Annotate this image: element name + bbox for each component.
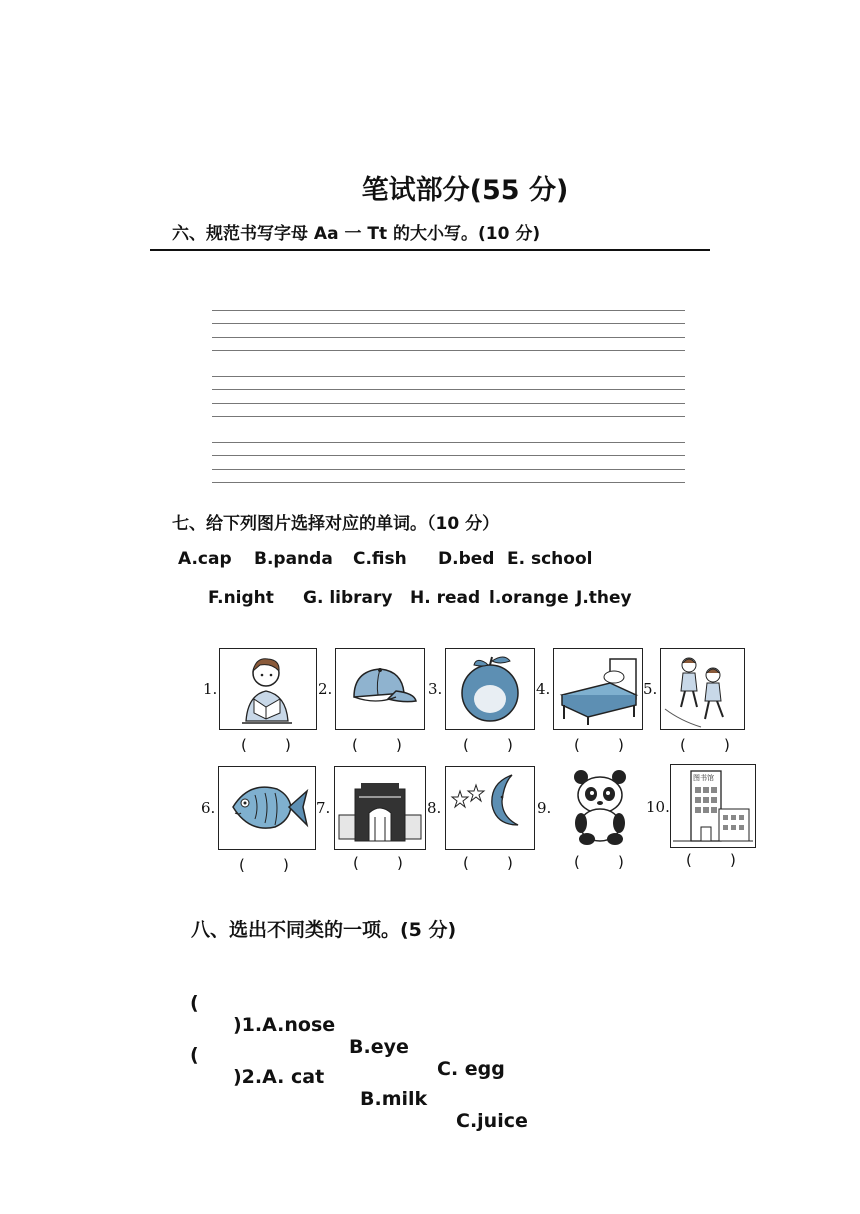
answer-paren[interactable]: ( [190,992,199,1014]
item-number: 2. [318,680,333,698]
item-number: 4. [536,680,551,698]
picture-box-7 [334,766,426,850]
picture-box-5 [660,648,745,730]
option-library: G. library [303,588,393,608]
answer-blank-3[interactable]: ( ) [463,736,513,754]
picture-box-9 [554,766,646,848]
library-building-icon [671,765,755,847]
item-number: 1. [203,680,218,698]
option-b: B.eye [349,1036,409,1058]
item-number: 3. [428,680,443,698]
two-boys-icon [661,649,744,729]
picture-box-8 [445,766,535,850]
answer-blank-10[interactable]: ( ) [686,851,736,869]
panda-icon [555,767,645,847]
option-orange: l.orange [489,588,569,608]
section-divider [150,249,710,251]
picture-box-2 [335,648,425,730]
option-night: F.night [208,588,274,608]
picture-box-4 [553,648,643,730]
item-number: 8. [427,799,442,817]
boy-reading-icon [220,649,316,729]
section-6-heading: 六、规范书写字母 Aa 一 Tt 的大小写。(10 分) [172,224,541,244]
option-a: )1.A.nose [233,1014,336,1036]
item-number: 9. [537,799,552,817]
item-number: 6. [201,799,216,817]
school-gate-icon [335,767,425,849]
option-read: H. read [410,588,481,608]
answer-blank-9[interactable]: ( ) [574,853,624,871]
answer-paren[interactable]: ( [190,1044,199,1066]
picture-box-3 [445,648,535,730]
option-school: E. school [507,549,593,569]
page-title: 笔试部分(55 分) [361,175,569,206]
option-fish: C.fish [353,549,407,569]
answer-blank-4[interactable]: ( ) [574,736,624,754]
answer-blank-5[interactable]: ( ) [680,736,730,754]
option-cap: A.cap [178,549,232,569]
option-b: B.milk [360,1088,428,1110]
picture-box-10 [670,764,756,848]
library-sign: 图书馆 [693,774,714,782]
item-number: 10. [646,798,670,816]
section-8-heading: 八、选出不同类的一项。(5 分) [191,919,457,941]
item-number: 5. [643,680,658,698]
answer-blank-2[interactable]: ( ) [352,736,402,754]
option-c: C. egg [437,1058,505,1080]
option-a: )2.A. cat [233,1066,325,1088]
picture-box-1 [219,648,317,730]
moon-stars-icon [446,767,534,849]
picture-box-6 [218,766,316,850]
option-c: C.juice [456,1110,528,1132]
cap-icon [336,649,424,729]
item-number: 7. [316,799,331,817]
option-they: J.they [576,588,632,608]
answer-blank-6[interactable]: ( ) [239,856,289,874]
bed-icon [554,649,642,729]
section-7-heading: 七、给下列图片选择对应的单词。（10 分） [172,514,500,534]
answer-blank-1[interactable]: ( ) [241,736,291,754]
fish-icon [219,767,315,849]
answer-blank-8[interactable]: ( ) [463,854,513,872]
orange-icon [446,649,534,729]
answer-blank-7[interactable]: ( ) [353,854,403,872]
option-bed: D.bed [438,549,495,569]
option-panda: B.panda [254,549,333,569]
